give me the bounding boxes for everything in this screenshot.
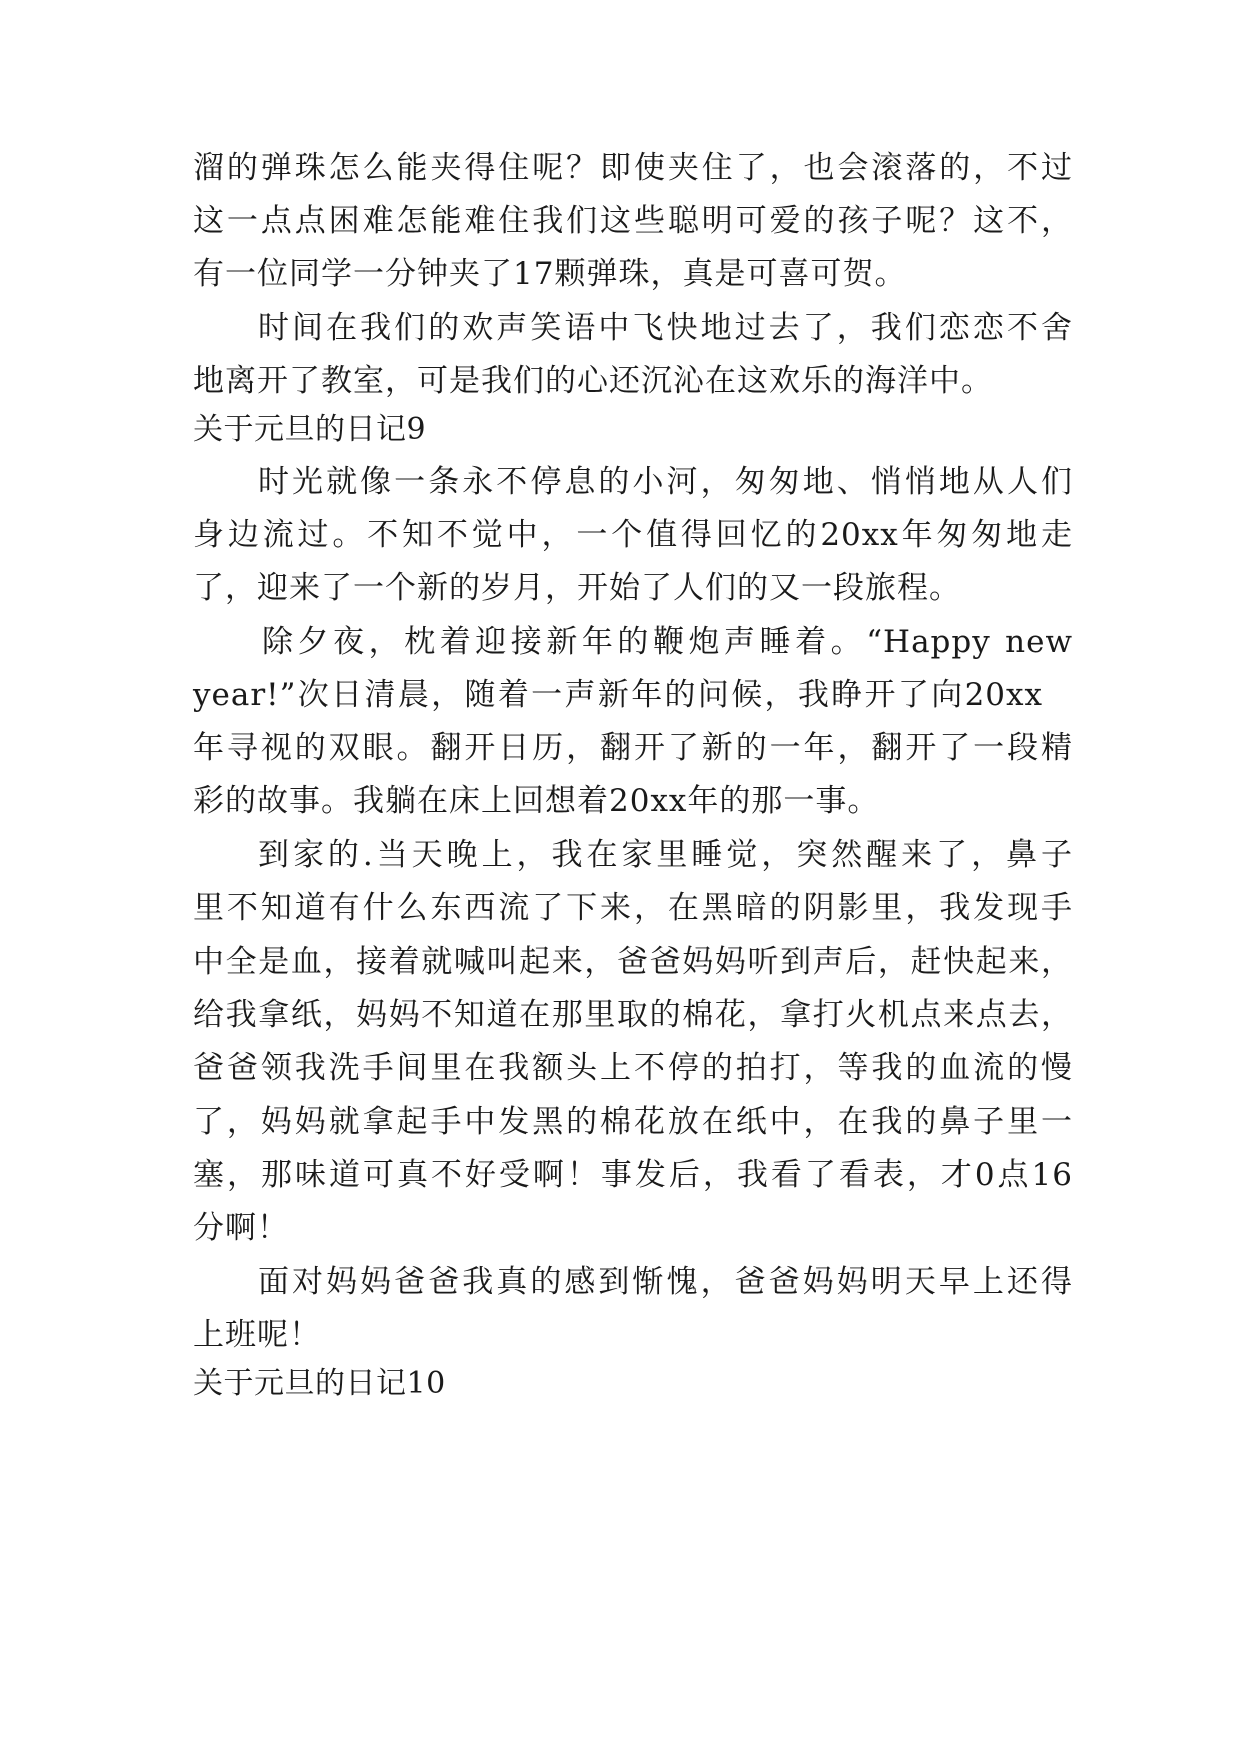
body-line: 了，迎来了一个新的岁月，开始了人们的又一段旅程。 — [193, 570, 961, 606]
paragraph-first-line: 到家的.当天晚上，我在家里睡觉，突然醒来了，鼻子 — [258, 837, 1073, 873]
body-line: 溜的弹珠怎么能夹得住呢？即使夹住了，也会滚落的，不过 — [193, 150, 1073, 186]
body-line: 有一位同学一分钟夹了17颗弹珠，真是可喜可贺。 — [193, 256, 907, 292]
paragraph-first-line: 除夕夜，枕着迎接新年的鞭炮声睡着。“Happy new — [262, 624, 1073, 660]
paragraph-first-line: 时光就像一条永不停息的小河，匆匆地、悄悄地从人们 — [258, 464, 1073, 500]
body-line: 给我拿纸，妈妈不知道在那里取的棉花，拿打火机点来点去， — [193, 997, 1073, 1033]
body-line: 里不知道有什么东西流了下来，在黑暗的阴影里，我发现手 — [193, 890, 1073, 926]
body-line: 上班呢！ — [193, 1317, 321, 1353]
body-line: 身边流过。不知不觉中，一个值得回忆的20xx年匆匆地走 — [193, 517, 1073, 553]
section-heading: 关于元旦的日记9 — [193, 412, 427, 447]
paragraph-first-line: 时间在我们的欢声笑语中飞快地过去了，我们恋恋不舍 — [258, 310, 1073, 346]
body-line: 了，妈妈就拿起手中发黑的棉花放在纸中，在我的鼻子里一 — [193, 1104, 1073, 1140]
body-line: 中全是血，接着就喊叫起来，爸爸妈妈听到声后，赶快起来， — [193, 944, 1073, 980]
body-line: 年寻视的双眼。翻开日历，翻开了新的一年，翻开了一段精 — [193, 730, 1073, 766]
body-line: 这一点点困难怎能难住我们这些聪明可爱的孩子呢？这不， — [193, 203, 1073, 239]
section-heading: 关于元旦的日记10 — [193, 1366, 446, 1401]
body-line: 爸爸领我洗手间里在我额头上不停的拍打，等我的血流的慢 — [193, 1050, 1073, 1086]
body-line: year!”次日清晨，随着一声新年的问候，我睁开了向20xx — [193, 677, 1043, 713]
body-line: 塞，那味道可真不好受啊！事发后，我看了看表，才0点16 — [193, 1157, 1073, 1193]
body-line: 分啊！ — [193, 1210, 289, 1246]
body-line: 地离开了教室，可是我们的心还沉沁在这欢乐的海洋中。 — [193, 363, 993, 399]
body-line: 彩的故事。我躺在床上回想着20xx年的那一事。 — [193, 783, 880, 819]
paragraph-first-line: 面对妈妈爸爸我真的感到惭愧，爸爸妈妈明天早上还得 — [258, 1264, 1073, 1300]
